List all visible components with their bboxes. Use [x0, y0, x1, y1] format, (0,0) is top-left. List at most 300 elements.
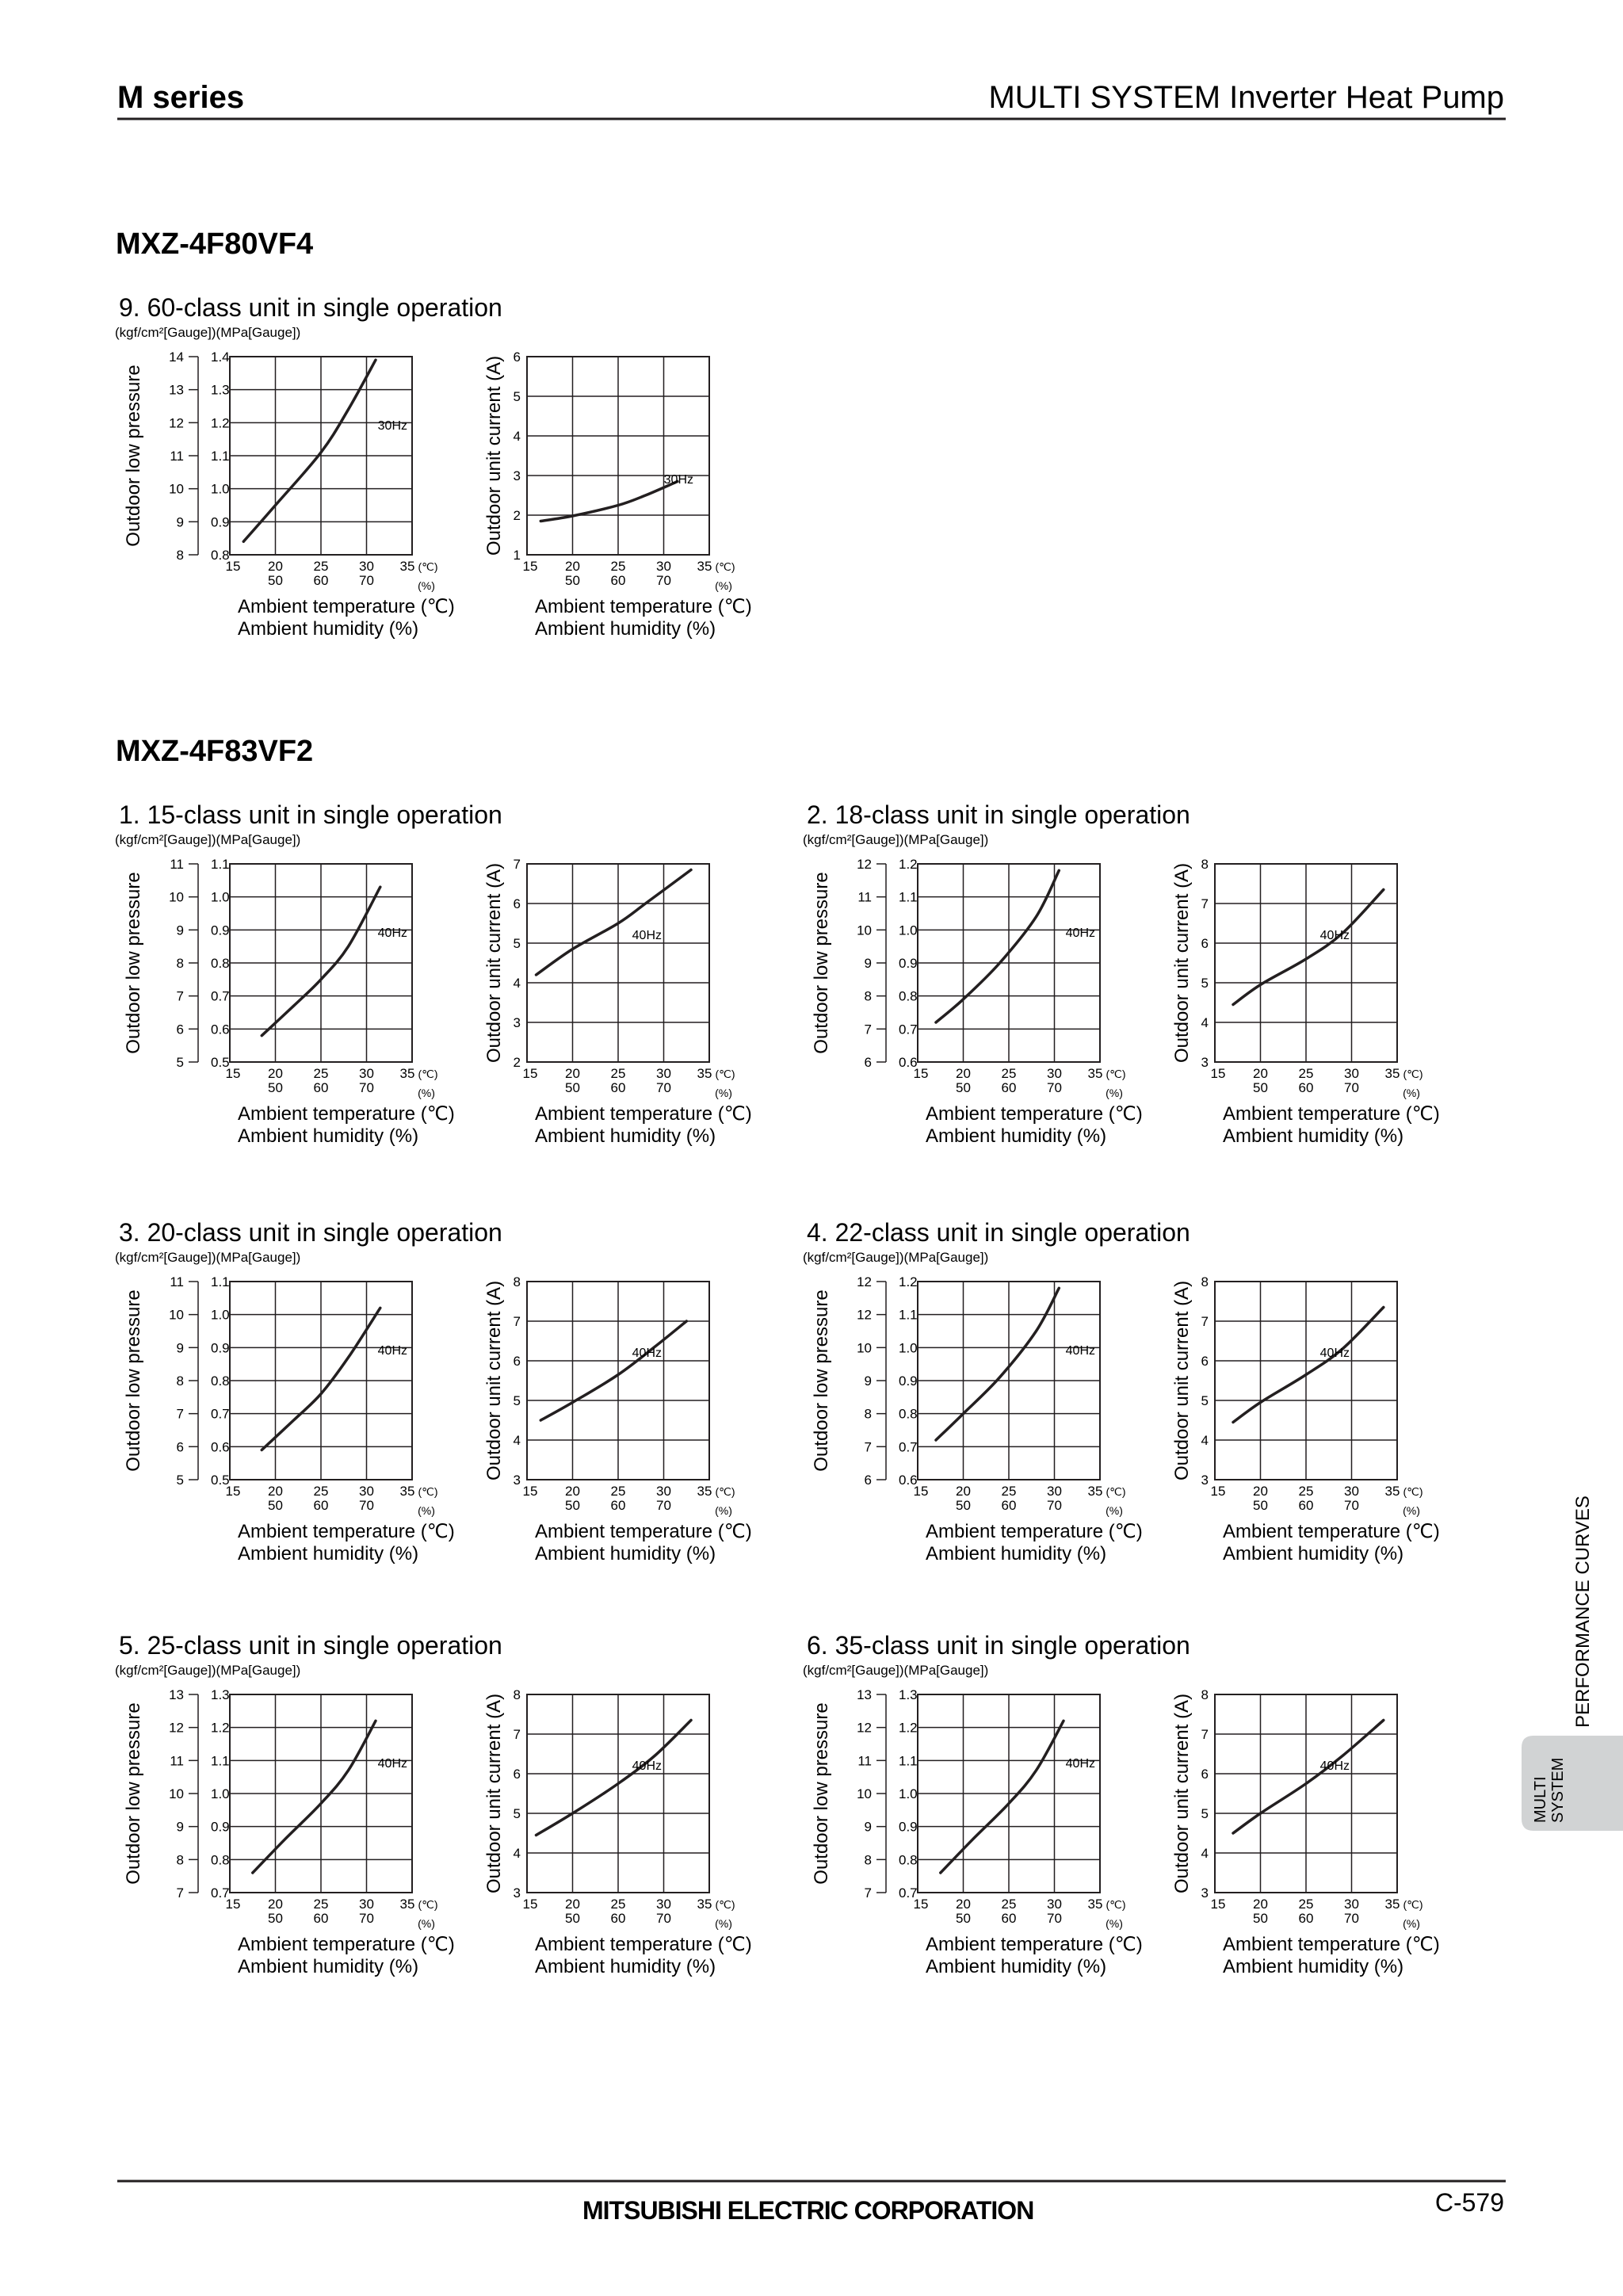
current-y-tick-label: 5: [513, 389, 521, 404]
pressure-mpa-tick-label: 1.0: [899, 1786, 918, 1801]
chart-title: 2. 18-class unit in single operation: [807, 800, 1190, 829]
pressure-kgf-tick-label: 7: [176, 1885, 184, 1901]
pressure-x-tick-35: 35: [399, 1066, 415, 1081]
pressure-x-humidity-tick-70: 70: [359, 1498, 374, 1513]
chart-title: 5. 25-class unit in single operation: [119, 1631, 502, 1660]
chart-group-3: [803, 800, 1440, 1147]
current-y-tick-label: 5: [513, 1393, 521, 1408]
chart-group-7: [803, 1631, 1440, 1977]
pressure-x-tick-35: 35: [399, 559, 415, 574]
pressure-chart: [811, 1687, 1143, 1977]
pressure-x-tick-25: 25: [313, 1484, 329, 1499]
pressure-x-humidity-tick-60: 60: [1001, 1911, 1017, 1926]
pressure-series-label: 40Hz: [377, 926, 407, 940]
pressure-mpa-tick-label: 0.9: [211, 1340, 230, 1356]
current-x-humidity-tick-70: 70: [656, 573, 671, 588]
pressure-kgf-tick-label: 7: [864, 1022, 872, 1037]
pressure-x-label-humidity: Ambient humidity (%): [926, 1543, 1107, 1564]
pressure-mpa-tick-label: 1.1: [899, 1307, 918, 1323]
pressure-mpa-tick-label: 1.0: [899, 1340, 918, 1356]
pressure-x-humidity-tick-50: 50: [956, 1911, 971, 1926]
pressure-mpa-tick-label: 0.9: [211, 1819, 230, 1835]
current-x-unit-humidity: (%): [1403, 1917, 1420, 1930]
chart-group-6: [115, 1631, 752, 1977]
current-x-humidity-tick-70: 70: [1344, 1080, 1359, 1095]
current-y-tick-label: 4: [513, 976, 521, 991]
current-y-axis-label: Outdoor unit current (A): [483, 862, 505, 1064]
pressure-x-label-temp: Ambient temperature (℃): [238, 596, 455, 617]
pressure-mpa-tick-label: 1.2: [899, 1274, 918, 1289]
current-x-humidity-tick-60: 60: [610, 1498, 626, 1513]
pressure-x-humidity-tick-60: 60: [1001, 1498, 1017, 1513]
current-x-tick-35: 35: [1384, 1897, 1400, 1912]
pressure-x-humidity-tick-50: 50: [268, 1080, 283, 1095]
current-x-humidity-tick-50: 50: [1253, 1911, 1268, 1926]
chart-group-2: [115, 800, 752, 1147]
pressure-y-axis-label: Outdoor low pressure: [123, 365, 144, 547]
pressure-x-tick-35: 35: [399, 1484, 415, 1499]
current-x-tick-20: 20: [565, 559, 580, 574]
chart-group-4: [115, 1218, 752, 1564]
current-x-tick-15: 15: [1210, 1066, 1226, 1081]
current-x-unit-humidity: (%): [1403, 1504, 1420, 1517]
pressure-kgf-tick-label: 11: [170, 1274, 184, 1289]
current-x-humidity-tick-50: 50: [565, 1498, 580, 1513]
current-x-label-temp: Ambient temperature (℃): [535, 596, 752, 617]
current-series-label: 40Hz: [1319, 1759, 1350, 1773]
pressure-kgf-tick-label: 9: [176, 1340, 184, 1356]
current-chart: [483, 857, 752, 1147]
pressure-curve-40Hz: [936, 1288, 1059, 1440]
pressure-kgf-tick-label: 8: [864, 988, 872, 1004]
pressure-kgf-tick-label: 11: [170, 449, 184, 464]
pressure-x-tick-25: 25: [1001, 1066, 1017, 1081]
pressure-kgf-tick-label: 13: [169, 1687, 184, 1702]
current-x-tick-25: 25: [610, 1484, 626, 1499]
side-tab-line1: MULTI: [1532, 1776, 1549, 1823]
pressure-x-humidity-tick-70: 70: [359, 573, 374, 588]
current-x-tick-25: 25: [610, 559, 626, 574]
pressure-mpa-tick-label: 1.1: [211, 857, 230, 872]
pressure-kgf-tick-label: 11: [170, 1753, 184, 1769]
pressure-x-humidity-tick-50: 50: [268, 1498, 283, 1513]
pressure-mpa-tick-label: 1.4: [211, 350, 230, 365]
pressure-curve-40Hz: [936, 870, 1059, 1022]
pressure-x-tick-30: 30: [359, 559, 374, 574]
current-y-tick-label: 8: [1201, 1687, 1209, 1702]
pressure-y-axis-label: Outdoor low pressure: [123, 872, 144, 1054]
pressure-x-tick-30: 30: [359, 1484, 374, 1499]
current-x-humidity-tick-70: 70: [1344, 1498, 1359, 1513]
chart-title: 4. 22-class unit in single operation: [807, 1218, 1190, 1247]
pressure-kgf-tick-label: 6: [864, 1055, 872, 1070]
pressure-x-tick-30: 30: [359, 1897, 374, 1912]
current-x-unit-temp: (℃): [715, 1485, 735, 1498]
current-y-tick-label: 3: [513, 468, 521, 483]
pressure-x-unit-humidity: (%): [1106, 1504, 1123, 1517]
pressure-kgf-tick-label: 10: [169, 889, 184, 905]
pressure-chart: [123, 1687, 455, 1977]
pressure-x-label-temp: Ambient temperature (℃): [926, 1521, 1143, 1542]
pressure-kgf-tick-label: 6: [864, 1473, 872, 1488]
pressure-kgf-tick-label: 8: [176, 548, 184, 563]
current-x-label-humidity: Ambient humidity (%): [1223, 1125, 1404, 1147]
pressure-mpa-tick-label: 0.7: [211, 1885, 230, 1901]
pressure-series-label: 30Hz: [377, 419, 407, 433]
pressure-mpa-tick-label: 1.1: [899, 889, 918, 905]
current-chart: [483, 1274, 752, 1564]
current-y-axis-label: Outdoor unit current (A): [1171, 1693, 1193, 1894]
current-x-label-humidity: Ambient humidity (%): [535, 1956, 716, 1977]
pressure-mpa-tick-label: 0.7: [211, 988, 230, 1004]
current-x-tick-15: 15: [1210, 1484, 1226, 1499]
current-chart: [1171, 857, 1440, 1147]
current-y-tick-label: 3: [513, 1885, 521, 1901]
pressure-kgf-tick-label: 13: [857, 1687, 872, 1702]
current-y-tick-label: 7: [1201, 896, 1209, 911]
pressure-mpa-tick-label: 1.2: [211, 1720, 230, 1736]
current-x-tick-25: 25: [1298, 1066, 1314, 1081]
current-x-tick-15: 15: [522, 1066, 538, 1081]
current-x-humidity-tick-60: 60: [610, 1911, 626, 1926]
current-x-humidity-tick-70: 70: [656, 1498, 671, 1513]
pressure-x-tick-25: 25: [313, 559, 329, 574]
pressure-kgf-tick-label: 12: [857, 857, 872, 872]
pressure-mpa-tick-label: 0.8: [899, 1852, 918, 1868]
pressure-x-unit-temp: (℃): [418, 1898, 438, 1911]
pressure-x-tick-15: 15: [225, 1484, 241, 1499]
pressure-x-label-temp: Ambient temperature (℃): [926, 1103, 1143, 1125]
current-y-axis-label: Outdoor unit current (A): [483, 355, 505, 556]
pressure-x-tick-35: 35: [1087, 1484, 1103, 1499]
pressure-x-tick-15: 15: [913, 1066, 929, 1081]
pressure-kgf-tick-label: 14: [169, 350, 184, 365]
pressure-y-axis-label: Outdoor low pressure: [811, 1289, 832, 1472]
current-x-humidity-tick-50: 50: [565, 573, 580, 588]
pressure-x-tick-25: 25: [1001, 1484, 1017, 1499]
current-y-tick-label: 8: [1201, 857, 1209, 872]
current-y-tick-label: 8: [513, 1274, 521, 1289]
current-x-unit-humidity: (%): [715, 1504, 732, 1517]
side-category-tab: [1522, 1496, 1623, 1831]
pressure-y-axis-label: Outdoor low pressure: [123, 1702, 144, 1885]
pressure-kgf-tick-label: 10: [857, 1340, 872, 1356]
pressure-mpa-tick-label: 0.9: [211, 514, 230, 530]
pressure-mpa-tick-label: 0.8: [211, 956, 230, 971]
chart-group-1: [115, 293, 752, 640]
pressure-mpa-tick-label: 1.0: [211, 1786, 230, 1801]
pressure-mpa-tick-label: 0.6: [211, 1439, 230, 1455]
current-y-tick-label: 6: [1201, 1767, 1209, 1782]
current-y-axis-label: Outdoor unit current (A): [1171, 1280, 1193, 1481]
current-y-tick-label: 7: [1201, 1727, 1209, 1742]
pressure-mpa-tick-label: 0.7: [899, 1885, 918, 1901]
pressure-x-tick-20: 20: [956, 1897, 971, 1912]
pressure-y-axis-label: Outdoor low pressure: [811, 872, 832, 1054]
current-y-axis-label: Outdoor unit current (A): [483, 1693, 505, 1894]
pressure-mpa-tick-label: 0.8: [899, 1406, 918, 1422]
pressure-curve-40Hz: [253, 1721, 376, 1873]
current-chart: [1171, 1687, 1440, 1977]
pressure-kgf-tick-label: 9: [864, 956, 872, 971]
current-y-tick-label: 7: [513, 1314, 521, 1329]
pressure-x-tick-20: 20: [268, 559, 283, 574]
current-x-label-humidity: Ambient humidity (%): [1223, 1543, 1404, 1564]
pressure-units-label: (kgf/cm²[Gauge])(MPa[Gauge]): [115, 325, 301, 340]
current-chart: [1171, 1274, 1440, 1564]
pressure-kgf-tick-label: 7: [176, 1406, 184, 1422]
pressure-kgf-tick-label: 11: [170, 857, 184, 872]
current-x-tick-15: 15: [1210, 1897, 1226, 1912]
current-y-tick-label: 4: [1201, 1433, 1209, 1448]
current-curve-40Hz: [537, 870, 692, 976]
pressure-x-unit-humidity: (%): [418, 1087, 435, 1099]
chart-groups: [115, 293, 1440, 1977]
pressure-x-tick-30: 30: [359, 1066, 374, 1081]
current-x-label-humidity: Ambient humidity (%): [535, 1125, 716, 1147]
pressure-kgf-tick-label: 12: [169, 1720, 184, 1736]
pressure-kgf-tick-label: 12: [857, 1720, 872, 1736]
current-series-label: 40Hz: [1319, 1347, 1350, 1360]
current-curve-40Hz: [540, 1321, 686, 1420]
current-y-tick-label: 4: [513, 429, 521, 444]
pressure-x-tick-15: 15: [225, 1897, 241, 1912]
pressure-kgf-tick-label: 12: [857, 1274, 872, 1289]
pressure-mpa-tick-label: 1.1: [211, 449, 230, 464]
pressure-x-unit-humidity: (%): [1106, 1917, 1123, 1930]
current-curve-40Hz: [1233, 890, 1384, 1005]
pressure-kgf-tick-label: 7: [864, 1885, 872, 1901]
pressure-x-humidity-tick-60: 60: [1001, 1080, 1017, 1095]
pressure-units-label: (kgf/cm²[Gauge])(MPa[Gauge]): [115, 1250, 301, 1265]
pressure-kgf-tick-label: 13: [169, 382, 184, 398]
current-chart: [483, 350, 752, 640]
pressure-units-label: (kgf/cm²[Gauge])(MPa[Gauge]): [115, 832, 301, 847]
current-x-tick-30: 30: [1344, 1484, 1359, 1499]
pressure-x-unit-temp: (℃): [418, 1068, 438, 1080]
pressure-x-tick-30: 30: [1047, 1484, 1062, 1499]
pressure-x-humidity-tick-70: 70: [1047, 1498, 1062, 1513]
pressure-x-humidity-tick-70: 70: [1047, 1911, 1062, 1926]
pressure-x-label-humidity: Ambient humidity (%): [238, 1956, 419, 1977]
pressure-x-tick-35: 35: [399, 1897, 415, 1912]
current-series-label: 40Hz: [1319, 929, 1350, 942]
chart-title: 6. 35-class unit in single operation: [807, 1631, 1190, 1660]
current-x-tick-35: 35: [697, 1484, 712, 1499]
current-chart: [483, 1687, 752, 1977]
pressure-series-label: 40Hz: [377, 1344, 407, 1358]
current-x-unit-temp: (℃): [715, 1898, 735, 1911]
pressure-x-tick-30: 30: [1047, 1066, 1062, 1081]
current-curve-40Hz: [1233, 1721, 1384, 1834]
side-tab-line2: SYSTEM: [1549, 1757, 1567, 1823]
pressure-curve-30Hz: [243, 360, 376, 541]
pressure-x-label-temp: Ambient temperature (℃): [238, 1934, 455, 1955]
pressure-x-label-humidity: Ambient humidity (%): [238, 1543, 419, 1564]
current-x-tick-20: 20: [1253, 1066, 1268, 1081]
current-x-tick-20: 20: [565, 1484, 580, 1499]
pressure-x-humidity-tick-50: 50: [268, 573, 283, 588]
current-x-humidity-tick-60: 60: [1298, 1080, 1314, 1095]
pressure-units-label: (kgf/cm²[Gauge])(MPa[Gauge]): [803, 1663, 989, 1678]
pressure-kgf-tick-label: 11: [857, 1753, 872, 1769]
pressure-mpa-tick-label: 1.1: [211, 1753, 230, 1769]
pressure-mpa-tick-label: 0.7: [899, 1439, 918, 1455]
current-x-label-temp: Ambient temperature (℃): [535, 1521, 752, 1542]
current-x-label-humidity: Ambient humidity (%): [535, 618, 716, 640]
pressure-mpa-tick-label: 1.0: [211, 1307, 230, 1323]
pressure-kgf-tick-label: 11: [857, 889, 872, 905]
pressure-mpa-tick-label: 1.2: [899, 857, 918, 872]
current-y-tick-label: 3: [513, 1015, 521, 1030]
pressure-x-label-humidity: Ambient humidity (%): [926, 1956, 1107, 1977]
pressure-kgf-tick-label: 9: [176, 514, 184, 530]
pressure-kgf-tick-label: 10: [857, 1786, 872, 1801]
current-x-tick-35: 35: [1384, 1066, 1400, 1081]
pressure-kgf-tick-label: 8: [864, 1852, 872, 1868]
pressure-mpa-tick-label: 1.3: [211, 382, 230, 398]
pressure-kgf-tick-label: 9: [176, 923, 184, 938]
current-y-tick-label: 8: [1201, 1274, 1209, 1289]
pressure-mpa-tick-label: 1.1: [899, 1753, 918, 1769]
current-x-label-temp: Ambient temperature (℃): [1223, 1934, 1440, 1955]
pressure-x-humidity-tick-50: 50: [956, 1080, 971, 1095]
document-title: MULTI SYSTEM Inverter Heat Pump: [988, 80, 1504, 115]
current-y-tick-label: 2: [513, 1055, 521, 1070]
pressure-mpa-tick-label: 1.0: [211, 481, 230, 497]
pressure-mpa-tick-label: 0.6: [899, 1473, 918, 1488]
current-y-tick-label: 6: [513, 1767, 521, 1782]
pressure-kgf-tick-label: 5: [176, 1055, 184, 1070]
pressure-y-axis-label: Outdoor low pressure: [811, 1702, 832, 1885]
side-category-label: PERFORMANCE CURVES: [1572, 1496, 1594, 1728]
pressure-mpa-tick-label: 0.9: [899, 1373, 918, 1389]
current-x-tick-30: 30: [656, 1484, 671, 1499]
current-x-humidity-tick-60: 60: [1298, 1911, 1314, 1926]
current-x-tick-30: 30: [1344, 1066, 1359, 1081]
pressure-kgf-tick-label: 9: [176, 1819, 184, 1835]
pressure-curve-40Hz: [941, 1721, 1064, 1873]
current-x-humidity-tick-70: 70: [656, 1080, 671, 1095]
pressure-kgf-tick-label: 10: [169, 481, 184, 497]
current-x-label-temp: Ambient temperature (℃): [535, 1103, 752, 1125]
current-x-humidity-tick-50: 50: [565, 1911, 580, 1926]
current-y-tick-label: 6: [513, 896, 521, 911]
pressure-x-tick-20: 20: [268, 1066, 283, 1081]
current-x-unit-temp: (℃): [715, 560, 735, 573]
pressure-x-tick-25: 25: [313, 1897, 329, 1912]
current-x-tick-30: 30: [1344, 1897, 1359, 1912]
current-x-unit-temp: (℃): [1403, 1068, 1423, 1080]
pressure-series-label: 40Hz: [1065, 1757, 1095, 1771]
pressure-mpa-tick-label: 0.6: [211, 1022, 230, 1037]
pressure-kgf-tick-label: 9: [864, 1373, 872, 1389]
current-y-tick-label: 8: [513, 1687, 521, 1702]
pressure-mpa-tick-label: 1.3: [899, 1687, 918, 1702]
pressure-mpa-tick-label: 0.6: [899, 1055, 918, 1070]
current-x-humidity-tick-50: 50: [1253, 1080, 1268, 1095]
current-x-unit-temp: (℃): [715, 1068, 735, 1080]
current-x-tick-25: 25: [610, 1897, 626, 1912]
pressure-x-humidity-tick-70: 70: [359, 1911, 374, 1926]
pressure-kgf-tick-label: 7: [864, 1439, 872, 1455]
current-y-tick-label: 6: [1201, 936, 1209, 951]
current-x-label-humidity: Ambient humidity (%): [1223, 1956, 1404, 1977]
pressure-x-unit-temp: (℃): [1106, 1068, 1126, 1080]
current-x-tick-20: 20: [1253, 1897, 1268, 1912]
pressure-mpa-tick-label: 1.3: [211, 1687, 230, 1702]
current-y-tick-label: 5: [1201, 1393, 1209, 1408]
current-x-tick-20: 20: [1253, 1484, 1268, 1499]
current-y-tick-label: 6: [513, 1354, 521, 1369]
pressure-chart: [811, 1274, 1143, 1564]
pressure-mpa-tick-label: 0.8: [899, 988, 918, 1004]
pressure-units-label: (kgf/cm²[Gauge])(MPa[Gauge]): [803, 1250, 989, 1265]
current-x-unit-humidity: (%): [715, 579, 732, 592]
pressure-kgf-tick-label: 10: [857, 923, 872, 938]
current-y-axis-label: Outdoor unit current (A): [1171, 862, 1193, 1064]
current-x-label-temp: Ambient temperature (℃): [535, 1934, 752, 1955]
current-y-tick-label: 7: [513, 857, 521, 872]
current-x-tick-25: 25: [1298, 1484, 1314, 1499]
pressure-mpa-tick-label: 1.0: [899, 923, 918, 938]
pressure-x-label-humidity: Ambient humidity (%): [238, 1125, 419, 1147]
chart-group-5: [803, 1218, 1440, 1564]
current-x-unit-humidity: (%): [715, 1917, 732, 1930]
current-y-tick-label: 1: [513, 548, 521, 563]
pressure-mpa-tick-label: 1.2: [899, 1720, 918, 1736]
current-y-tick-label: 3: [1201, 1885, 1209, 1901]
current-x-unit-humidity: (%): [715, 1087, 732, 1099]
pressure-x-humidity-tick-50: 50: [956, 1498, 971, 1513]
pressure-kgf-tick-label: 8: [176, 1373, 184, 1389]
pressure-y-axis-label: Outdoor low pressure: [123, 1289, 144, 1472]
pressure-kgf-tick-label: 6: [176, 1439, 184, 1455]
model-heading-mxz-4f83vf2: MXZ-4F83VF2: [116, 735, 314, 768]
pressure-kgf-tick-label: 12: [169, 415, 184, 431]
pressure-x-label-temp: Ambient temperature (℃): [238, 1103, 455, 1125]
pressure-x-label-temp: Ambient temperature (℃): [238, 1521, 455, 1542]
pressure-mpa-tick-label: 0.5: [211, 1055, 230, 1070]
pressure-mpa-tick-label: 0.5: [211, 1473, 230, 1488]
pressure-x-humidity-tick-60: 60: [313, 1080, 329, 1095]
current-x-tick-15: 15: [522, 559, 538, 574]
pressure-x-tick-30: 30: [1047, 1897, 1062, 1912]
current-y-tick-label: 4: [1201, 1015, 1209, 1030]
current-x-label-humidity: Ambient humidity (%): [535, 1543, 716, 1564]
current-x-label-temp: Ambient temperature (℃): [1223, 1103, 1440, 1125]
pressure-mpa-tick-label: 0.7: [211, 1406, 230, 1422]
current-y-tick-label: 7: [513, 1727, 521, 1742]
current-x-humidity-tick-60: 60: [610, 1080, 626, 1095]
chart-title: 3. 20-class unit in single operation: [119, 1218, 502, 1247]
current-x-tick-35: 35: [697, 559, 712, 574]
current-series-label: 40Hz: [632, 929, 662, 942]
pressure-x-humidity-tick-70: 70: [1047, 1080, 1062, 1095]
pressure-kgf-tick-label: 6: [176, 1022, 184, 1037]
pressure-mpa-tick-label: 0.9: [211, 923, 230, 938]
pressure-mpa-tick-label: 0.8: [211, 1852, 230, 1868]
chart-title: 9. 60-class unit in single operation: [119, 293, 502, 322]
pressure-kgf-tick-label: 10: [169, 1786, 184, 1801]
current-y-axis-label: Outdoor unit current (A): [483, 1280, 505, 1481]
current-y-tick-label: 6: [513, 350, 521, 365]
current-x-tick-30: 30: [656, 1066, 671, 1081]
pressure-x-humidity-tick-70: 70: [359, 1080, 374, 1095]
pressure-x-unit-humidity: (%): [418, 1917, 435, 1930]
current-y-tick-label: 5: [1201, 1806, 1209, 1821]
current-y-tick-label: 5: [513, 1806, 521, 1821]
